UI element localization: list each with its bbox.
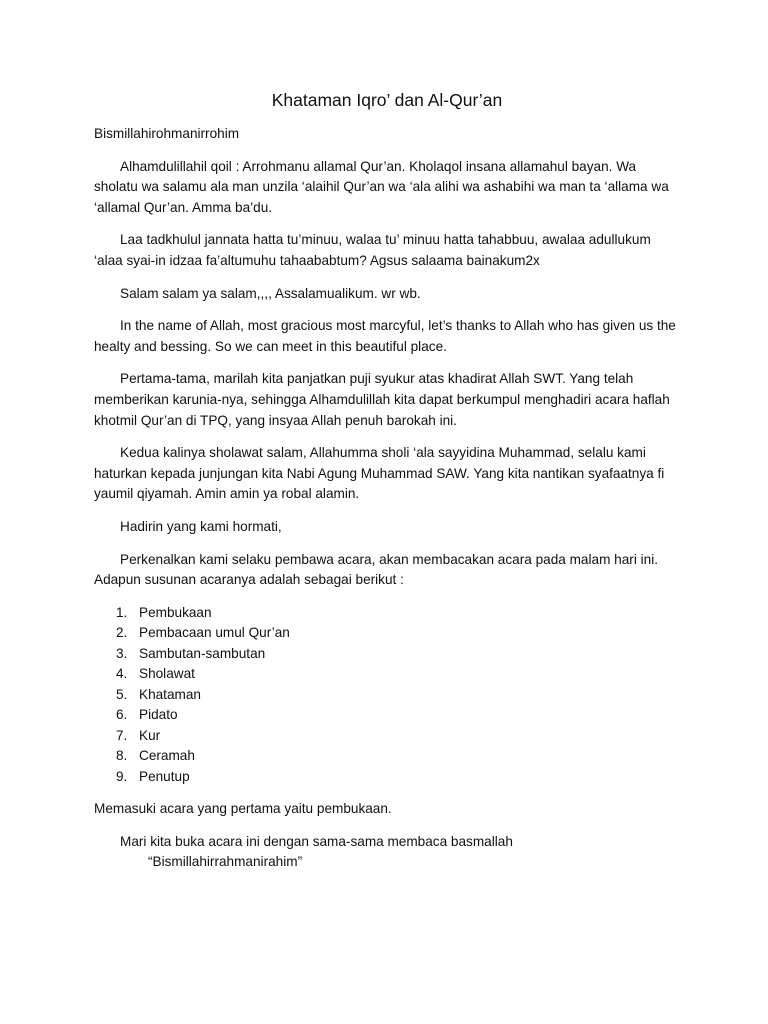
agenda-list [94,603,680,788]
list-item [94,623,680,644]
list-item-text: Penutup [139,768,190,784]
list-item-text: Pidato [139,707,178,723]
list-item-number: 1. [116,604,128,620]
list-item [94,664,680,685]
list-item-number: 2. [116,625,128,641]
paragraph-hadith: Laa tadkhulul jannata hatta tu’minuu, walaa tu’ minuu hatta tahabbuu, awalaa adullukum ‘alaa syai-in idzaa fa’altumuhu tahaababtum? Agsus salaama bainakum2x [94,232,651,268]
document-body [94,88,680,873]
list-item-text: Sambutan-sambutan [139,645,266,661]
list-item-number: 3. [116,645,128,661]
list-item [94,726,680,747]
paragraph-english-opening: In the name of Allah, most gracious most marcyful, let’s thanks to Allah who has given us the healty and bessing. So we can meet in this beautiful place. [94,318,676,354]
list-item-text: Pembacaan umul Qur’an [139,625,290,641]
list-item [94,767,680,788]
list-item-number: 9. [116,768,128,784]
paragraph-introduction: Perkenalkan kami selaku pembawa acara, akan membacakan acara pada malam hari ini. Adapun susunan acaranya adalah sebagai berikut : [94,551,658,588]
opening-line: Bismillahirohmanirrohim [94,126,240,141]
paragraph-gratitude: Pertama-tama, marilah kita panjatkan puji syukur atas khadirat Allah SWT. Yang telah memberikan karunia-nya, sehingga Alhamdulillah kita dapat berkumpul menghadiri acara haflah khotmil Qur’an di TPQ, yang insyaa Allah penuh barokah ini. [94,371,670,428]
list-item-number: 8. [116,748,128,764]
invitation-line: Mari kita buka acara ini dengan sama-sama membaca basmallah [120,833,513,849]
list-item [94,746,680,767]
paragraph-first-agenda: Memasuki acara yang pertama yaitu pembukaan. [94,801,392,817]
list-item-text: Ceramah [139,748,195,764]
basmallah-line: “Bismillahirrahmanirahim” [148,854,303,870]
document-title: Khataman Iqro’ dan Al-Qur’an [271,90,503,110]
list-item-text: Khataman [139,686,201,702]
list-item-number: 5. [116,686,128,702]
list-item-number: 6. [116,707,128,723]
paragraph-sholawat: Kedua kalinya sholawat salam, Allahumma sholi ‘ala sayyidina Muhammad, selalu kami haturkan kepada junjungan kita Nabi Agung Muhammad SAW. Yang kita nantikan syafaatnya fi yaumil qiyamah. Amin amin ya robal alamin. [94,445,665,502]
list-item-text: Pembukaan [139,604,212,620]
list-item-number: 4. [116,666,128,682]
list-item-number: 7. [116,727,128,743]
list-item-text: Kur [139,727,161,743]
paragraph-greeting: Salam salam ya salam,,,, Assalamualikum. wr wb. [120,285,421,301]
list-item [94,603,680,624]
paragraph-hamdalah: Alhamdulillahil qoil : Arrohmanu allamal Qur’an. Kholaqol insana allamahul bayan. Wa sholatu wa salamu ala man unzila ‘alaihil Qur’an wa ‘ala alihi wa ashabihi wa man ta ‘allama wa ‘allamal Qur’an. Amma ba’du. [94,158,669,215]
list-item [94,705,680,726]
paragraph-audience: Hadirin yang kami hormati, [120,518,282,534]
list-item [94,685,680,706]
list-item [94,644,680,665]
list-item-text: Sholawat [139,666,195,682]
